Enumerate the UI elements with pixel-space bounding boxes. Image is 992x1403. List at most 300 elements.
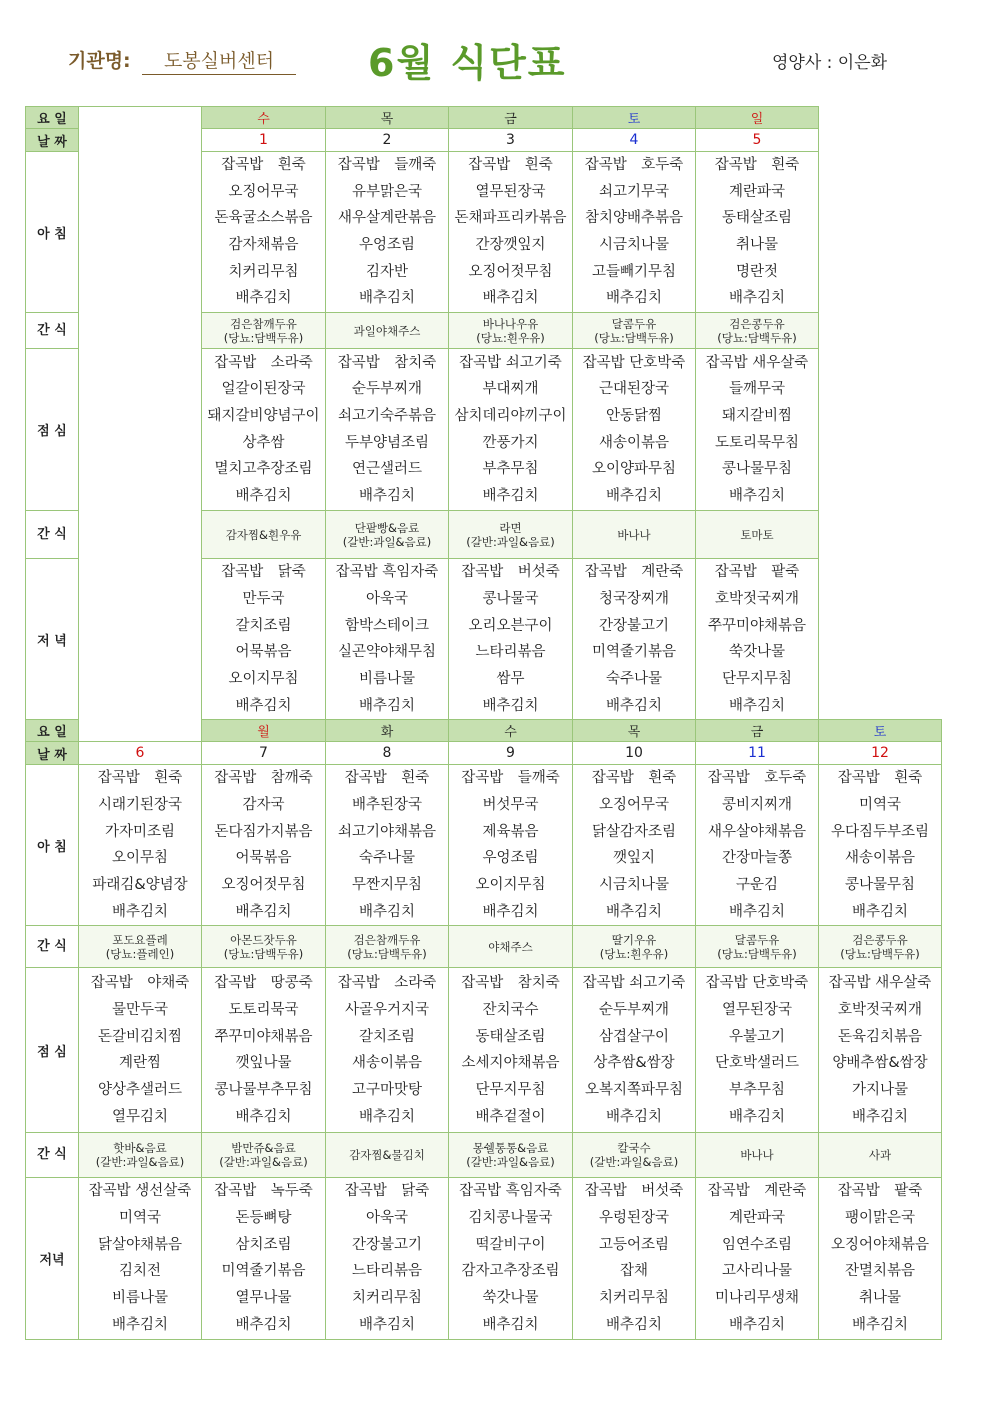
menu-item: 삼겹살구이 [598, 1028, 670, 1045]
institution-name: 도봉실버센터 [142, 46, 296, 75]
menu-item: 배추김치 [605, 488, 663, 504]
menu-item: 호박젓국찌개 [714, 590, 800, 607]
breakfast-cell-3 [449, 152, 573, 313]
lunch-label: 점 심 [26, 349, 79, 511]
menu-item: 깐풍가지 [482, 434, 539, 451]
snack-item: (당뇨:담백두유) [717, 330, 797, 345]
snack-item: 칼국수 [617, 1141, 651, 1156]
lunch-row [26, 968, 942, 1133]
lunch-label: 점 심 [26, 968, 79, 1133]
menu-item: 김치콩나물국 [468, 1210, 553, 1227]
snack-item: (당뇨:담백두유) [717, 946, 797, 961]
snack-item: 달콤두유 [611, 316, 657, 331]
menu-item: 배추된장국 [351, 796, 423, 813]
menu-item: 새우살야채볶음 [707, 823, 807, 840]
snack_am-row [26, 926, 942, 968]
menu-item: 치커리무침 [228, 263, 299, 280]
menu-item: 단무지무침 [475, 1082, 546, 1099]
snack-item: 바나나 [617, 527, 651, 542]
menu-item: 배추김치 [728, 290, 786, 307]
dinner-label: 저녁 [26, 1178, 79, 1339]
menu-item: 만두국 [242, 590, 285, 607]
menu-item: 배추김치 [605, 697, 663, 714]
menu-item: 고사리나물 [721, 1263, 793, 1280]
menu-item: 떡갈비구이 [475, 1236, 546, 1253]
menu-item: 새송이볶음 [844, 850, 916, 867]
snack_pm-cell-5 [696, 511, 819, 559]
snack-item: (갈반:과일&음료) [589, 1155, 679, 1170]
menu-item: 잡곡밥 계란죽 [584, 564, 684, 581]
date-3: 3 [449, 129, 573, 152]
menu-item: 돈갈비김치찜 [97, 1028, 183, 1045]
dinner-cell-10 [573, 1178, 696, 1339]
menu-item: 잡곡밥 흰죽 [344, 770, 430, 787]
menu-item: 연근샐러드 [351, 461, 423, 478]
date-11: 11 [696, 742, 819, 765]
snack-item: (갈반:과일&음료) [466, 534, 555, 549]
menu-item: 시금치나물 [598, 237, 670, 254]
menu-item: 실곤약야채무침 [337, 644, 437, 661]
menu-item: 순두부찌개 [351, 381, 423, 398]
menu-item: 유부맑은국 [351, 183, 423, 200]
menu-item: 숙주나물 [605, 670, 663, 687]
menu-item: 간장불고기 [351, 1236, 423, 1253]
menu-item: 동태살조림 [475, 1028, 546, 1045]
snack_am-cell-2 [326, 313, 449, 349]
menu-item: 고구마맛탕 [351, 1082, 423, 1099]
menu-item: 배추김치 [111, 903, 169, 920]
snack_pm-cell-3 [449, 511, 573, 559]
dinner-cell-1 [202, 559, 326, 720]
menu-item: 새송이볶음 [598, 434, 670, 451]
breakfast-cell-10 [573, 765, 696, 926]
menu-item: 김자반 [365, 263, 409, 280]
menu-item: 돼지갈비찜 [721, 407, 793, 424]
menu-item: 시래기된장국 [97, 796, 183, 813]
snack_pm-cell-12 [819, 1133, 942, 1178]
menu-item: 멸치고추장조림 [214, 461, 313, 478]
snack-item: 야채주스 [488, 939, 533, 954]
snack_pm-cell-6 [79, 1133, 202, 1178]
menu-item: 배추김치 [605, 903, 663, 920]
menu-item: 닭살야채볶음 [97, 1236, 183, 1253]
menu-item: 배추김치 [235, 1316, 292, 1333]
menu-item: 쌈무 [496, 670, 525, 687]
menu-item: 돈채파프리카볶음 [454, 210, 567, 227]
menu-item: 새우살계란볶음 [337, 210, 437, 227]
snack-item: (당뇨:흰우유) [476, 330, 545, 345]
menu-item: 오이지무침 [228, 670, 299, 687]
menu-item: 팽이맑은국 [844, 1210, 916, 1227]
menu-item: 가자미조림 [104, 823, 176, 840]
weekday-1: 수 [202, 107, 326, 129]
lunch-cell-2 [326, 349, 449, 511]
breakfast-cell-8 [326, 765, 449, 926]
date-label: 날 짜 [26, 129, 79, 152]
menu-item: 우렁된장국 [598, 1210, 670, 1227]
menu-item: 오이지무침 [475, 877, 546, 893]
menu-item: 새송이볶음 [351, 1055, 423, 1072]
menu-item: 돈다짐가지볶음 [214, 823, 313, 840]
menu-item: 두부양념조림 [344, 434, 430, 451]
menu-item: 돈등뼈탕 [235, 1210, 292, 1227]
snack_pm-cell-2 [326, 511, 449, 559]
date-9: 9 [449, 742, 573, 765]
menu-item: 오리오븐구이 [468, 617, 553, 634]
menu-item: 잡곡밥 소라죽 [337, 975, 437, 992]
menu-item: 잡곡밥 호두죽 [584, 157, 684, 173]
snack-item: 몽쉘통통&음료 [472, 1141, 549, 1156]
snack_am-cell-1 [202, 313, 326, 349]
menu-item: 배추김치 [851, 1108, 909, 1125]
menu-item: 오징어야채볶음 [830, 1236, 930, 1253]
snack_am-cell-6 [79, 926, 202, 968]
menu-item: 닭살감자조림 [591, 823, 677, 840]
snack_am-cell-10 [573, 926, 696, 968]
dinner-label: 저 녁 [26, 559, 79, 720]
snack-item: (당뇨:담백두유) [223, 946, 304, 961]
menu-item: 배추김치 [358, 903, 416, 920]
menu-item: 단호박샐러드 [714, 1055, 800, 1072]
lunch-cell-3 [449, 349, 573, 511]
menu-item: 잡곡밥 흰죽 [97, 770, 183, 787]
menu-item: 배추김치 [482, 290, 539, 307]
menu-item: 배추김치 [482, 488, 539, 504]
snack-item: 검은참깨두유 [230, 316, 297, 331]
menu-item: 잡곡밥 흰죽 [837, 770, 923, 787]
menu-item: 잡곡밥 쇠고기죽 [459, 354, 562, 371]
menu-item: 갈치조림 [235, 617, 292, 634]
date-10: 10 [573, 742, 696, 765]
menu-item: 잡곡밥 들깨죽 [461, 770, 560, 787]
weekday-3: 금 [449, 107, 573, 129]
dinner-cell-3 [449, 559, 573, 720]
lunch-cell-9 [449, 968, 573, 1133]
menu-item: 잡곡밥 흰죽 [714, 157, 800, 173]
date-8: 8 [326, 742, 449, 765]
snack-item: (당뇨:담백두유) [347, 946, 427, 961]
breakfast-row [26, 765, 942, 926]
menu-item: 오이양파무침 [591, 461, 677, 478]
date-7: 7 [202, 742, 326, 765]
snack-item: 토마토 [740, 527, 774, 542]
menu-item: 아욱국 [365, 590, 409, 607]
snack-item: 바나나 [740, 1148, 774, 1163]
date-row [26, 742, 942, 765]
breakfast-label: 아 침 [26, 765, 79, 926]
menu-item: 파래김&양념장 [92, 877, 188, 893]
menu-item: 잡곡밥 닭죽 [221, 564, 306, 581]
menu-item: 잔치국수 [482, 1002, 539, 1018]
snack-item: (갈반:과일&음료) [95, 1155, 185, 1170]
breakfast-cell-11 [696, 765, 819, 926]
snack-item: 감자찜&물김치 [349, 1148, 425, 1163]
menu-item: 배추김치 [482, 903, 539, 920]
menu-item: 명란젓 [735, 263, 779, 280]
snack-item: 검은참깨두유 [353, 932, 421, 947]
menu-item: 물만두국 [111, 1002, 169, 1018]
menu-item: 오징어무국 [598, 796, 670, 813]
breakfast-cell-9 [449, 765, 573, 926]
menu-item: 구운김 [735, 877, 779, 893]
header [0, 0, 992, 100]
menu-item: 간장불고기 [598, 617, 670, 634]
lunch-cell-8 [326, 968, 449, 1133]
snack-item: (당뇨:담백두유) [840, 946, 920, 961]
snack-item: 핫바&음료 [113, 1141, 167, 1156]
menu-item: 콩나물부추무침 [214, 1082, 313, 1099]
snack-item: 검은콩두유 [729, 316, 785, 331]
menu-item: 열무된장국 [721, 1002, 793, 1018]
menu-item: 잡곡밥 흰죽 [468, 157, 553, 173]
snack-item: 바나나우유 [482, 316, 539, 331]
breakfast-cell-2 [326, 152, 449, 313]
snack_pm-cell-7 [202, 1133, 326, 1178]
menu-item: 치커리무침 [351, 1290, 423, 1307]
menu-item: 계란파국 [728, 1210, 786, 1227]
snack-item: (당뇨:흰우유) [599, 946, 669, 961]
menu-item: 어묵볶음 [235, 850, 292, 867]
breakfast-cell-7 [202, 765, 326, 926]
menu-item: 열무나물 [235, 1290, 292, 1307]
menu-item: 잡곡밥 단호박죽 [705, 975, 809, 992]
snack-item: (갈반:과일&음료) [219, 1155, 308, 1170]
snack_am-cell-8 [326, 926, 449, 968]
menu-item: 잡곡밥 흰죽 [221, 157, 306, 173]
menu-item: 잡곡밥 계란죽 [707, 1183, 807, 1200]
breakfast-cell-6 [79, 765, 202, 926]
menu-item: 상추쌈 [242, 434, 285, 451]
menu-item: 쑥갓나물 [482, 1290, 539, 1307]
snack_am-cell-5 [696, 313, 819, 349]
snack_am-cell-4 [573, 313, 696, 349]
date-12: 12 [819, 742, 942, 765]
menu-item: 우엉조림 [358, 237, 416, 254]
snack-item: 감자찜&흰우유 [225, 527, 302, 542]
menu-item: 무짠지무침 [351, 877, 423, 893]
lunch-cell-10 [573, 968, 696, 1133]
menu-item: 도토리묵국 [228, 1002, 299, 1018]
menu-item: 오징어젓무침 [221, 877, 306, 893]
menu-item: 돈육굴소스볶음 [214, 210, 313, 227]
snack_pm-cell-1 [202, 511, 326, 559]
menu-item: 얼갈이된장국 [221, 381, 306, 398]
menu-item: 부대찌개 [482, 381, 539, 398]
weekday-9: 목 [573, 720, 696, 742]
snack-item: 과일야채주스 [353, 323, 421, 338]
snack-item: 달콤두유 [734, 932, 780, 947]
snack_am-label: 간 식 [26, 926, 79, 968]
lunch-cell-7 [202, 968, 326, 1133]
menu-item: 오이무침 [111, 850, 169, 867]
menu-item: 배추김치 [728, 488, 786, 504]
menu-item: 감자채볶음 [228, 237, 299, 254]
menu-item: 배추김치 [851, 903, 909, 920]
dinner-cell-8 [326, 1178, 449, 1339]
snack_am-cell-12 [819, 926, 942, 968]
menu-item: 배추김치 [235, 290, 292, 307]
menu-item: 우불고기 [728, 1028, 786, 1045]
menu-item: 돼지갈비양념구이 [207, 407, 320, 424]
menu-item: 깻잎지 [612, 850, 656, 867]
menu-item: 치커리무침 [598, 1290, 670, 1307]
weekday-11: 토 [819, 720, 942, 742]
menu-item: 근대된장국 [598, 381, 670, 398]
menu-item: 콩나물무침 [721, 461, 793, 478]
date-1: 1 [202, 129, 326, 152]
snack-item: 단팥빵&음료 [354, 520, 420, 535]
menu-item: 순두부찌개 [598, 1002, 670, 1018]
snack-item: 밤만쥬&음료 [231, 1141, 296, 1156]
snack_pm-cell-11 [696, 1133, 819, 1178]
lunch-cell-11 [696, 968, 819, 1133]
menu-item: 감자국 [242, 796, 285, 813]
menu-item: 삼치조림 [235, 1236, 292, 1253]
menu-item: 배추겉절이 [475, 1108, 546, 1125]
snack_pm-cell-10 [573, 1133, 696, 1178]
lunch-cell-6 [79, 968, 202, 1133]
menu-item: 버섯무국 [482, 796, 539, 813]
breakfast-cell-12 [819, 765, 942, 926]
menu-item: 배추김치 [728, 1108, 786, 1125]
weekday-5: 일 [696, 107, 819, 129]
menu-item: 느타리볶음 [475, 644, 546, 661]
menu-item: 취나물 [735, 237, 779, 254]
dinner-cell-4 [573, 559, 696, 720]
weekday-7: 화 [326, 720, 449, 742]
snack-item: (당뇨:플레인) [105, 946, 175, 961]
menu-item: 잡채 [619, 1263, 648, 1280]
menu-item: 배추김치 [358, 1316, 416, 1333]
menu-item: 배추김치 [728, 1316, 786, 1333]
menu-item: 잡곡밥 소라죽 [214, 354, 313, 371]
menu-item: 청국장찌개 [598, 590, 670, 607]
menu-item: 콩비지찌개 [721, 796, 793, 813]
menu-item: 잡곡밥 새우살죽 [705, 354, 809, 371]
menu-item: 쭈꾸미야채볶음 [214, 1028, 313, 1045]
menu-item: 양배추쌈&쌈장 [832, 1055, 928, 1072]
menu-item: 콩나물국 [482, 590, 539, 607]
menu-item: 잡곡밥 참치죽 [461, 975, 560, 992]
menu-item: 미역줄기볶음 [221, 1263, 306, 1280]
menu-item: 사골우거지국 [344, 1002, 430, 1018]
menu-item: 계란찜 [118, 1055, 162, 1072]
menu-item: 오복지쪽파무침 [584, 1082, 684, 1099]
snack-item: (당뇨:담백두유) [223, 330, 304, 345]
menu-item: 쑥갓나물 [728, 644, 786, 661]
menu-item: 배추김치 [358, 290, 416, 307]
lunch-cell-5 [696, 349, 819, 511]
menu-item: 우다짐두부조림 [830, 823, 930, 840]
menu-item: 비름나물 [358, 670, 416, 687]
menu-item: 안동닭찜 [605, 407, 663, 424]
snack-item: 딸기우유 [611, 932, 657, 947]
menu-item: 잡곡밥 참치죽 [337, 354, 437, 371]
menu-item: 고들빼기무침 [591, 263, 677, 280]
menu-item: 배추김치 [482, 697, 539, 714]
dinner-cell-11 [696, 1178, 819, 1339]
menu-item: 배추김치 [235, 903, 292, 920]
menu-item: 계란파국 [728, 183, 786, 200]
menu-item: 어묵볶음 [235, 644, 292, 661]
menu-item: 쇠고기무국 [598, 183, 670, 200]
menu-item: 배추김치 [851, 1316, 909, 1333]
menu-item: 배추김치 [605, 1108, 663, 1125]
menu-item: 제육볶음 [482, 823, 539, 840]
menu-item: 간장마늘쫑 [721, 850, 793, 867]
snack-item: 아몬드잣두유 [230, 932, 297, 947]
breakfast-cell-5 [696, 152, 819, 313]
day-label: 요 일 [26, 720, 79, 742]
lunch-cell-12 [819, 968, 942, 1133]
weekday-6: 월 [202, 720, 326, 742]
menu-item: 김치전 [118, 1263, 162, 1280]
menu-item: 콩나물무침 [844, 877, 916, 893]
menu-item: 고등어조림 [598, 1236, 670, 1253]
menu-item: 시금치나물 [598, 877, 670, 893]
menu-item: 잡곡밥 팥죽 [837, 1183, 923, 1200]
menu-item: 돈육김치볶음 [837, 1028, 923, 1045]
menu-item: 비름나물 [111, 1290, 169, 1307]
menu-item: 잡곡밥 버섯죽 [461, 564, 560, 581]
snack_am-cell-11 [696, 926, 819, 968]
snack_pm-cell-4 [573, 511, 696, 559]
dinner-cell-7 [202, 1178, 326, 1339]
weekday-8: 수 [449, 720, 573, 742]
menu-item: 미역국 [118, 1210, 162, 1227]
menu-table [25, 106, 942, 1340]
menu-item: 열무된장국 [475, 183, 546, 200]
menu-item: 배추김치 [235, 1108, 292, 1125]
menu-item: 잡곡밥 단호박죽 [582, 354, 686, 371]
menu-item: 오징어무국 [228, 183, 299, 200]
dinner-cell-2 [326, 559, 449, 720]
menu-item: 부추무침 [482, 461, 539, 478]
snack_pm-cell-8 [326, 1133, 449, 1178]
menu-item: 느타리볶음 [351, 1263, 423, 1280]
menu-item: 잔멸치볶음 [844, 1263, 916, 1280]
menu-item: 잡곡밥 쇠고기죽 [582, 975, 686, 992]
menu-item: 상추쌈&쌈장 [593, 1055, 675, 1072]
dinner-cell-9 [449, 1178, 573, 1339]
menu-item: 숙주나물 [358, 850, 416, 867]
date-4: 4 [573, 129, 696, 152]
menu-item: 잡곡밥 생선살죽 [88, 1183, 192, 1200]
menu-item: 잡곡밥 흑임자죽 [335, 564, 439, 581]
dinner-cell-12 [819, 1178, 942, 1339]
snack-item: (갈반:과일&음료) [466, 1155, 555, 1170]
institution-label: 기관명: [68, 50, 131, 72]
menu-item: 참치양배추볶음 [584, 210, 684, 227]
menu-item: 단무지무침 [721, 670, 793, 687]
breakfast-cell-4 [573, 152, 696, 313]
menu-item: 배추김치 [605, 290, 663, 307]
snack_am-cell-3 [449, 313, 573, 349]
menu-item: 잡곡밥 버섯죽 [584, 1183, 684, 1200]
menu-item: 잡곡밥 땅콩죽 [214, 975, 313, 992]
lunch-cell-4 [573, 349, 696, 511]
menu-item: 간장깻잎지 [475, 237, 546, 254]
menu-item: 소세지야채볶음 [461, 1055, 560, 1072]
menu-item: 도토리묵무침 [714, 434, 800, 451]
snack_am-cell-9 [449, 926, 573, 968]
menu-item: 잡곡밥 야채죽 [90, 975, 190, 992]
snack-item: 사과 [868, 1148, 892, 1163]
date-2: 2 [326, 129, 449, 152]
snack-item: 검은콩두유 [852, 932, 908, 947]
menu-item: 쇠고기숙주볶음 [337, 407, 437, 424]
menu-item: 미역국 [858, 796, 902, 813]
